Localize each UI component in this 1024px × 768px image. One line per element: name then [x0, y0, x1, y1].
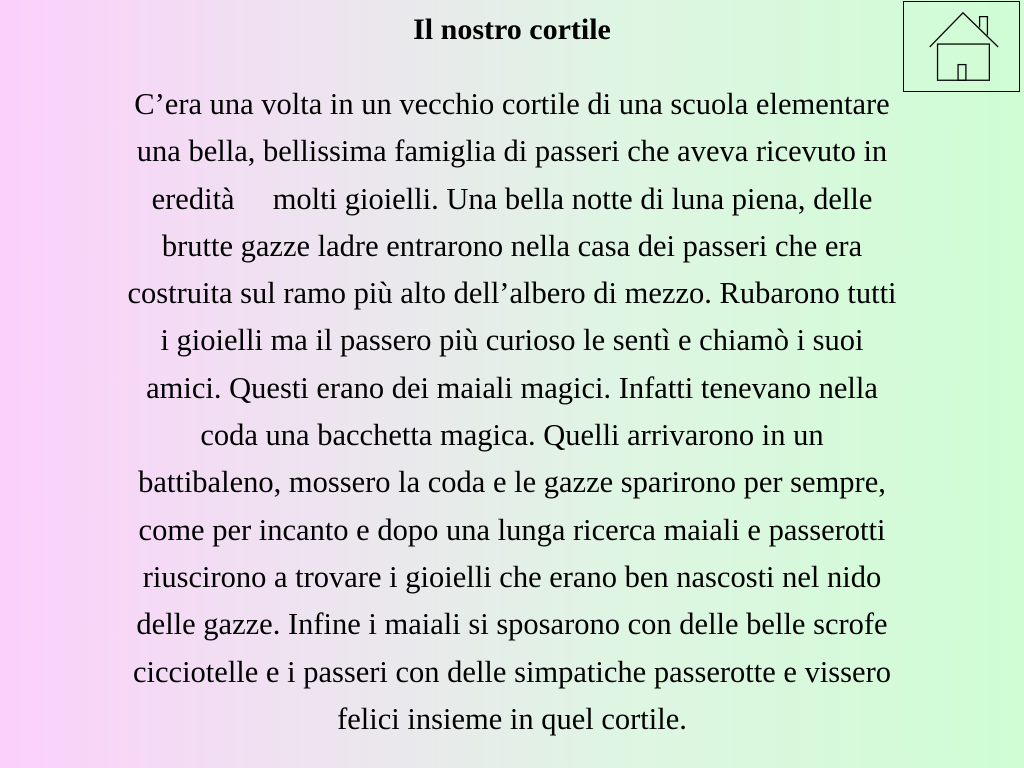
- story-line: i gioielli ma il passero più curioso le sentì e chiamò i suoi: [160, 323, 864, 358]
- story-line: riuscirono a trovare i gioielli che erano ben nascosti nel nido: [142, 559, 882, 594]
- home-button[interactable]: [903, 1, 1020, 92]
- story-line: cicciotelle e i passeri con delle simpatiche passerotte e vissero: [133, 654, 891, 689]
- story-line: coda una bacchetta magica. Quelli arrivarono in un: [200, 418, 824, 453]
- story-line: come per incanto e dopo una lunga ricerca maiali e passerotti: [138, 512, 886, 547]
- story-line: felici insieme in quel cortile.: [337, 701, 687, 736]
- story-line: amici. Questi erano dei maiali magici. Infatti tenevano nella: [146, 370, 878, 405]
- slide-title: Il nostro cortile: [413, 13, 611, 46]
- house-icon: [904, 2, 1019, 91]
- story-line: delle gazze. Infine i maiali si sposarono con delle belle scrofe: [136, 607, 888, 642]
- story-line: costruita sul ramo più alto dell’albero di mezzo. Rubarono tutti: [127, 276, 897, 311]
- story-line: brutte gazze ladre entrarono nella casa dei passeri che era: [161, 228, 863, 263]
- story-line: battibaleno, mossero la coda e le gazze sparirono per sempre,: [138, 465, 886, 500]
- story-line: una bella, bellissima famiglia di passeri che aveva ricevuto in: [136, 134, 888, 169]
- story-text: [5, 81, 1019, 743]
- story-line: eredità molti gioielli. Una bella notte di luna piena, delle: [151, 181, 873, 216]
- story-line: C’era una volta in un vecchio cortile di una scuola elementare: [134, 87, 890, 121]
